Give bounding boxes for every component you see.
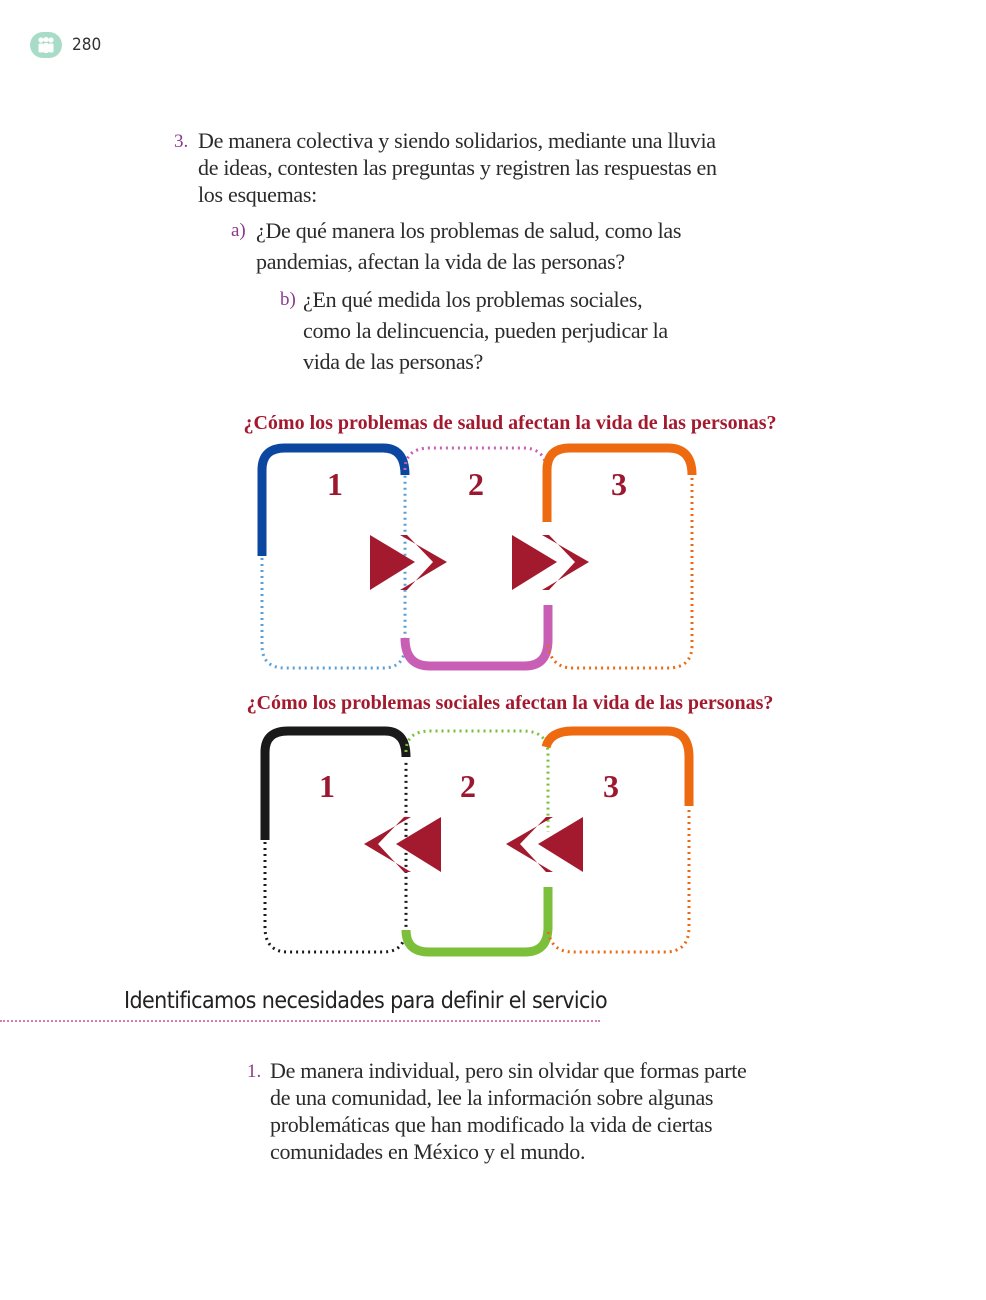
- double-chevron-icon: [512, 535, 589, 590]
- page-header: [30, 32, 101, 58]
- people-icon: [30, 32, 62, 58]
- box-number: 2: [460, 768, 476, 804]
- diagram-social-title: ¿Cómo los problemas sociales afectan la vida de las personas?: [246, 692, 774, 714]
- box-number: 3: [603, 768, 619, 804]
- text-line: comunidades en México y el mundo.: [270, 1139, 586, 1164]
- activity-3-text: [198, 127, 758, 208]
- double-chevron-icon: [506, 817, 583, 872]
- question-a: [256, 215, 736, 277]
- box-number: 3: [611, 466, 627, 502]
- question-a-marker: a): [231, 220, 246, 241]
- activity-3-number: 3.: [174, 131, 189, 152]
- text-line: de ideas, contesten las preguntas y registren las respuestas en: [198, 155, 717, 180]
- double-chevron-icon: [364, 817, 441, 872]
- activity-1-text: [270, 1057, 810, 1165]
- page-number: 280: [72, 35, 102, 55]
- text-line: problemáticas que han modificado la vida de ciertas: [270, 1112, 713, 1137]
- double-chevron-icon: [370, 535, 447, 590]
- box-number: 1: [319, 768, 335, 804]
- box-number: 2: [468, 466, 484, 502]
- diagram-health: [255, 440, 705, 680]
- section-divider: [0, 1020, 600, 1022]
- box-number: 1: [327, 466, 343, 502]
- text-line: ¿De qué manera los problemas de salud, como las: [256, 218, 682, 243]
- text-line: vida de las personas?: [303, 349, 484, 374]
- diagram-social: [255, 722, 705, 962]
- text-line: pandemias, afectan la vida de las personas?: [256, 249, 625, 274]
- question-b-marker: b): [280, 289, 296, 310]
- activity-1-number: 1.: [247, 1061, 262, 1082]
- text-line: ¿En qué medida los problemas sociales,: [303, 287, 643, 312]
- text-line: como la delincuencia, pueden perjudicar la: [303, 318, 668, 343]
- question-b: [303, 284, 723, 377]
- diagram-social-graphic: [255, 722, 705, 962]
- text-line: los esquemas:: [198, 182, 317, 207]
- section-heading: Identificamos necesidades para definir el servicio: [124, 988, 607, 1014]
- text-line: de una comunidad, lee la información sobre algunas: [270, 1085, 714, 1110]
- text-line: De manera individual, pero sin olvidar que formas parte: [270, 1058, 747, 1083]
- text-line: De manera colectiva y siendo solidarios, mediante una lluvia: [198, 128, 716, 153]
- diagram-health-title: ¿Cómo los problemas de salud afectan la vida de las personas?: [243, 412, 777, 434]
